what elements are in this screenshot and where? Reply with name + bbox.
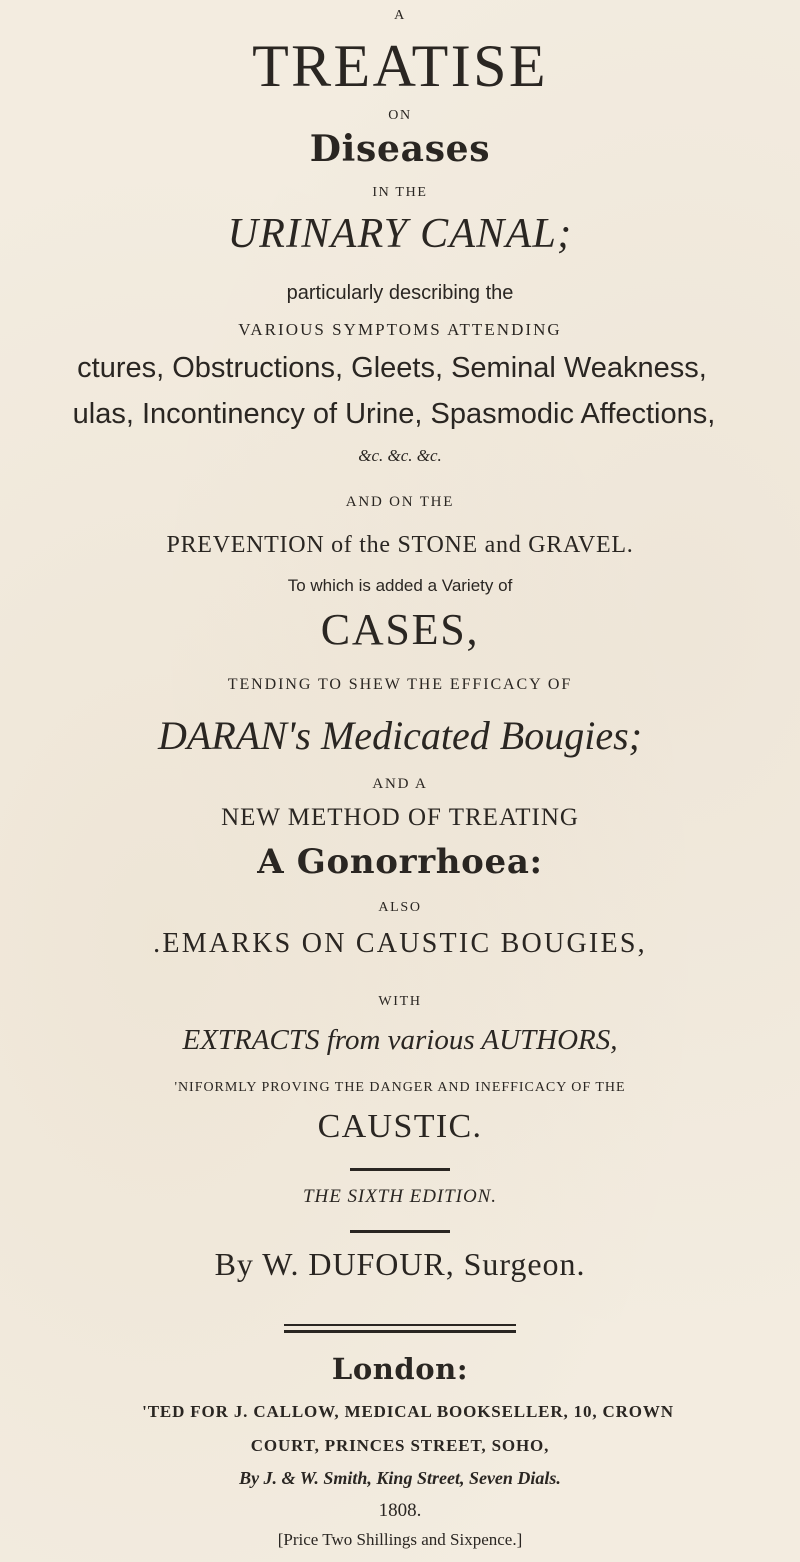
imprint-rule-1 [284, 1324, 516, 1326]
uniformly-line: 'NIFORMLY PROVING THE DANGER AND INEFFICACY OF THE [174, 1080, 626, 1095]
particularly-line: particularly describing the [286, 282, 514, 304]
and-a: AND A [372, 776, 428, 792]
remarks-line: .EMARKS ON CAUSTIC BOUGIES, [153, 928, 647, 959]
edition-rule-top [350, 1168, 450, 1171]
year-line: 1808. [378, 1500, 422, 1521]
diseases-heading: Diseases [309, 128, 491, 170]
prevention-line: PREVENTION of the STONE and GRAVEL. [166, 532, 634, 558]
fistulas-line: ulas, Incontinency of Urine, Spasmodic Affections, [72, 398, 716, 430]
court-line: COURT, PRINCES STREET, SOHO, [250, 1436, 550, 1455]
strictures-line: ctures, Obstructions, Gleets, Seminal Weakness, [77, 352, 707, 384]
cases-heading: CASES, [320, 605, 480, 654]
various-symptoms: VARIOUS SYMPTOMS ATTENDING [238, 320, 562, 339]
to-which-line: To which is added a Variety of [287, 576, 513, 595]
word-on: ON [388, 108, 412, 123]
imprint-rule-2 [284, 1330, 516, 1333]
article-a: A [394, 8, 406, 23]
london-line: London: [331, 1352, 469, 1386]
in-the: IN THE [372, 185, 428, 200]
tending-line: TENDING TO SHEW THE EFFICACY OF [227, 676, 573, 693]
also-line: ALSO [378, 900, 422, 915]
new-method-line: NEW METHOD OF TREATING [221, 804, 579, 831]
edition-line: THE SIXTH EDITION. [303, 1186, 497, 1207]
price-line: [Price Two Shillings and Sixpence.] [277, 1530, 523, 1549]
printed-for-line: 'TED FOR J. CALLOW, MEDICAL BOOKSELLER, 10, CROWN [142, 1402, 674, 1421]
caustic-line: CAUSTIC. [317, 1108, 483, 1145]
urinary-canal: URINARY CANAL; [227, 211, 573, 257]
author-line: By W. DUFOUR, Surgeon. [214, 1246, 586, 1282]
main-title: TREATISE [252, 33, 548, 99]
daran-line: DARAN's Medicated Bougies; [158, 713, 642, 758]
gonorrhoea-line: A Gonorrhoea: [257, 842, 543, 882]
and-on-the: AND ON THE [345, 494, 455, 510]
printer-line: By J. & W. Smith, King Street, Seven Dials. [239, 1468, 561, 1488]
etc-line: &c. &c. &c. [358, 446, 442, 465]
with-line: WITH [378, 994, 422, 1009]
edition-rule-bottom [350, 1230, 450, 1233]
extracts-line: EXTRACTS from various AUTHORS, [182, 1024, 618, 1056]
